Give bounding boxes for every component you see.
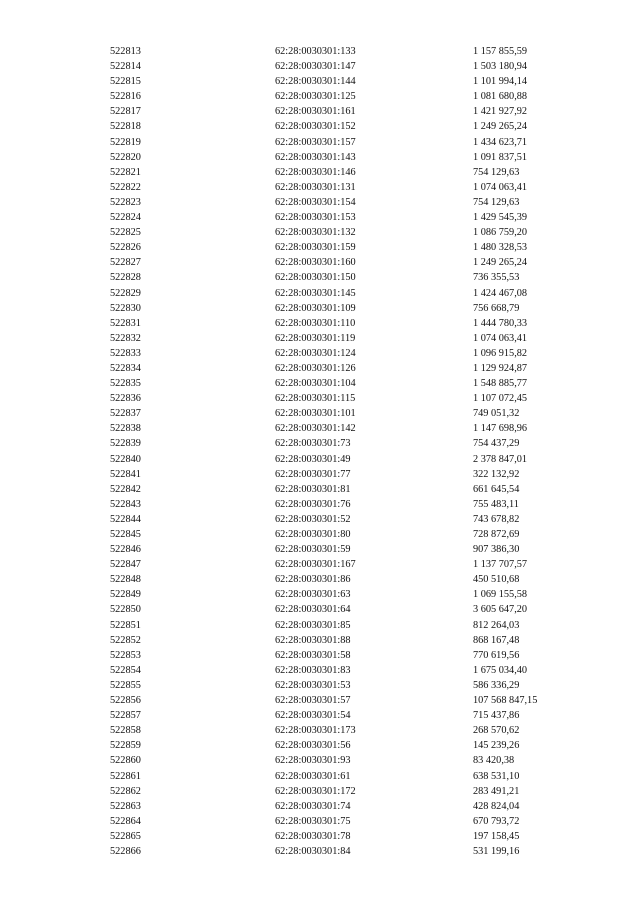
row-number: 522818 (110, 121, 141, 133)
table-row (110, 497, 583, 512)
row-number: 522816 (110, 91, 141, 103)
cadastral-value: 1 424 467,08 (473, 287, 528, 299)
row-number: 522852 (110, 634, 141, 646)
cadastral-number: 62:28:0030301:110 (275, 317, 356, 329)
cadastral-value: 1 503 180,94 (473, 61, 528, 73)
table-row (110, 150, 583, 165)
cadastral-number: 62:28:0030301:144 (275, 76, 356, 88)
cadastral-number: 62:28:0030301:77 (275, 468, 351, 480)
table-row (110, 814, 583, 829)
table-row (110, 195, 583, 210)
row-number: 522857 (110, 710, 141, 722)
cadastral-value: 638 531,10 (473, 770, 520, 782)
row-number: 522845 (110, 529, 141, 540)
cadastral-number: 62:28:0030301:93 (275, 755, 351, 767)
row-number: 522837 (110, 408, 141, 420)
cadastral-number: 62:28:0030301:161 (275, 106, 356, 118)
row-number: 522832 (110, 332, 141, 344)
cadastral-number: 62:28:0030301:132 (275, 227, 356, 239)
cadastral-value: 755 483,11 (473, 498, 519, 510)
row-number: 522842 (110, 483, 141, 495)
table-row (110, 74, 583, 89)
table-row (110, 421, 583, 436)
table-row (110, 633, 583, 648)
cadastral-value: 83 420,38 (473, 755, 515, 767)
cadastral-value: 1 249 265,24 (473, 257, 528, 269)
cadastral-value: 756 668,79 (473, 302, 520, 314)
row-number: 522844 (110, 513, 141, 525)
cadastral-value: 531 199,16 (473, 845, 520, 857)
row-number: 522850 (110, 604, 141, 616)
cadastral-value: 715 437,86 (473, 710, 520, 722)
cadastral-value: 1 081 680,88 (473, 91, 528, 103)
cadastral-value: 1 444 780,33 (473, 317, 528, 329)
row-number: 522863 (110, 800, 141, 812)
cadastral-value: 754 129,63 (473, 166, 520, 178)
cadastral-number: 62:28:0030301:75 (275, 815, 351, 827)
cadastral-value: 1 157 855,59 (473, 46, 528, 57)
cadastral-value: 1 421 927,92 (473, 106, 528, 118)
cadastral-number: 62:28:0030301:157 (275, 136, 356, 148)
row-number: 522843 (110, 498, 141, 510)
table-row (110, 678, 583, 693)
table-row (110, 361, 583, 376)
row-number: 522813 (110, 46, 141, 57)
cadastral-value: 770 619,56 (473, 649, 520, 661)
table-row (110, 301, 583, 316)
cadastral-value: 661 645,54 (473, 483, 520, 495)
cadastral-number: 62:28:0030301:115 (275, 393, 356, 405)
table-row (110, 346, 583, 361)
cadastral-value: 1 434 623,71 (473, 136, 528, 148)
cadastral-number: 62:28:0030301:54 (275, 710, 351, 722)
table-row (110, 391, 583, 406)
row-number: 522827 (110, 257, 141, 269)
table-row (110, 784, 583, 799)
cadastral-number: 62:28:0030301:131 (275, 181, 356, 193)
row-number: 522826 (110, 242, 141, 254)
table-row (110, 89, 583, 104)
row-number: 522866 (110, 845, 141, 857)
cadastral-value: 743 678,82 (473, 513, 520, 525)
cadastral-value: 322 132,92 (473, 468, 520, 480)
cadastral-value: 107 568 847,15 (473, 695, 538, 707)
table-row (110, 587, 583, 602)
table-row (110, 557, 583, 572)
cadastral-value: 1 249 265,24 (473, 121, 528, 133)
cadastral-number: 62:28:0030301:160 (275, 257, 356, 269)
cadastral-value: 2 378 847,01 (473, 453, 528, 465)
cadastral-value: 1 101 994,14 (473, 76, 528, 88)
table-row (110, 165, 583, 180)
row-number: 522846 (110, 544, 141, 556)
table-row (110, 436, 583, 451)
row-number: 522825 (110, 227, 141, 239)
cadastral-number: 62:28:0030301:145 (275, 287, 356, 299)
cadastral-value: 736 355,53 (473, 272, 520, 284)
cadastral-value: 3 605 647,20 (473, 604, 528, 616)
cadastral-value: 1 074 063,41 (473, 332, 528, 344)
cadastral-number: 62:28:0030301:59 (275, 544, 351, 556)
row-number: 522849 (110, 589, 141, 601)
cadastral-number: 62:28:0030301:159 (275, 242, 356, 254)
row-number: 522851 (110, 619, 141, 631)
table-row (110, 844, 583, 859)
table-row (110, 512, 583, 527)
table-row (110, 180, 583, 195)
row-number: 522853 (110, 649, 141, 661)
table-row (110, 255, 583, 270)
row-number: 522841 (110, 468, 141, 480)
table-row (110, 135, 583, 150)
cadastral-number: 62:28:0030301:80 (275, 529, 351, 540)
cadastral-value: 145 239,26 (473, 740, 520, 752)
row-number: 522828 (110, 272, 141, 284)
table-row (110, 225, 583, 240)
cadastral-value: 907 386,30 (473, 544, 520, 556)
table-row (110, 618, 583, 633)
cadastral-value: 1 086 759,20 (473, 227, 528, 239)
table-row (110, 693, 583, 708)
table-row (110, 316, 583, 331)
cadastral-number: 62:28:0030301:142 (275, 423, 356, 435)
table-row (110, 270, 583, 285)
cadastral-value: 283 491,21 (473, 785, 520, 797)
row-number: 522817 (110, 106, 141, 118)
cadastral-value: 450 510,68 (473, 574, 520, 586)
cadastral-number: 62:28:0030301:78 (275, 830, 351, 842)
table-row (110, 708, 583, 723)
table-row (110, 723, 583, 738)
cadastral-value: 197 158,45 (473, 830, 520, 842)
cadastral-number: 62:28:0030301:125 (275, 91, 356, 103)
cadastral-number: 62:28:0030301:104 (275, 378, 356, 390)
table-row (110, 59, 583, 74)
cadastral-number: 62:28:0030301:172 (275, 785, 356, 797)
table-row (110, 482, 583, 497)
cadastral-value: 1 129 924,87 (473, 362, 528, 374)
row-number: 522824 (110, 212, 141, 224)
cadastral-number: 62:28:0030301:101 (275, 408, 356, 420)
cadastral-number: 62:28:0030301:119 (275, 332, 356, 344)
row-number: 522836 (110, 393, 141, 405)
cadastral-number: 62:28:0030301:49 (275, 453, 351, 465)
row-number: 522864 (110, 815, 141, 827)
cadastral-number: 62:28:0030301:133 (275, 46, 356, 57)
cadastral-number: 62:28:0030301:52 (275, 513, 351, 525)
cadastral-number: 62:28:0030301:173 (275, 725, 356, 737)
cadastral-value: 428 824,04 (473, 800, 520, 812)
table-row (110, 527, 583, 542)
table-row (110, 376, 583, 391)
cadastral-number: 62:28:0030301:56 (275, 740, 351, 752)
row-number: 522830 (110, 302, 141, 314)
table-row (110, 240, 583, 255)
table-row (110, 753, 583, 768)
row-number: 522862 (110, 785, 141, 797)
table-row (110, 452, 583, 467)
row-number: 522861 (110, 770, 141, 782)
row-number: 522856 (110, 695, 141, 707)
table-row (110, 829, 583, 844)
cadastral-value: 754 437,29 (473, 438, 520, 450)
cadastral-number: 62:28:0030301:126 (275, 362, 356, 374)
cadastral-value: 812 264,03 (473, 619, 520, 631)
table-row (110, 44, 583, 59)
row-number: 522833 (110, 347, 141, 359)
table-row (110, 738, 583, 753)
row-number: 522822 (110, 181, 141, 193)
row-number: 522819 (110, 136, 141, 148)
table-row (110, 769, 583, 784)
cadastral-number: 62:28:0030301:76 (275, 498, 351, 510)
cadastral-number: 62:28:0030301:150 (275, 272, 356, 284)
cadastral-value: 1 107 072,45 (473, 393, 528, 405)
table-row (110, 648, 583, 663)
cadastral-number: 62:28:0030301:124 (275, 347, 356, 359)
cadastral-value: 268 570,62 (473, 725, 520, 737)
cadastral-number: 62:28:0030301:74 (275, 800, 351, 812)
cadastral-value: 1 137 707,57 (473, 559, 528, 571)
row-number: 522834 (110, 362, 141, 374)
table-row (110, 406, 583, 421)
row-number: 522865 (110, 830, 141, 842)
cadastral-value: 1 548 885,77 (473, 378, 528, 390)
cadastral-value: 1 074 063,41 (473, 181, 528, 193)
cadastral-value: 1 091 837,51 (473, 151, 528, 163)
row-number: 522858 (110, 725, 141, 737)
cadastral-number: 62:28:0030301:86 (275, 574, 351, 586)
cadastral-value: 749 051,32 (473, 408, 520, 420)
cadastral-number: 62:28:0030301:153 (275, 212, 356, 224)
cadastral-number: 62:28:0030301:167 (275, 559, 356, 571)
cadastral-value: 728 872,69 (473, 529, 520, 540)
table-row (110, 572, 583, 587)
cadastral-number: 62:28:0030301:143 (275, 151, 356, 163)
cadastral-value: 1 096 915,82 (473, 347, 528, 359)
row-number: 522860 (110, 755, 141, 767)
cadastral-number: 62:28:0030301:63 (275, 589, 351, 601)
cadastral-number: 62:28:0030301:152 (275, 121, 356, 133)
row-number: 522847 (110, 559, 141, 571)
cadastral-number: 62:28:0030301:64 (275, 604, 351, 616)
cadastral-number: 62:28:0030301:84 (275, 845, 351, 857)
cadastral-value: 1 480 328,53 (473, 242, 528, 254)
row-number: 522829 (110, 287, 141, 299)
table-row (110, 602, 583, 617)
row-number: 522838 (110, 423, 141, 435)
table-row (110, 210, 583, 225)
table-row (110, 663, 583, 678)
cadastral-value: 1 429 545,39 (473, 212, 528, 224)
row-number: 522859 (110, 740, 141, 752)
table-row (110, 119, 583, 134)
table-row (110, 331, 583, 346)
row-number: 522848 (110, 574, 141, 586)
cadastral-value: 670 793,72 (473, 815, 520, 827)
cadastral-number: 62:28:0030301:61 (275, 770, 351, 782)
table-row (110, 104, 583, 119)
row-number: 522835 (110, 378, 141, 390)
cadastral-number: 62:28:0030301:58 (275, 649, 351, 661)
cadastral-value: 868 167,48 (473, 634, 520, 646)
cadastral-value: 586 336,29 (473, 679, 520, 691)
table-row (110, 542, 583, 557)
cadastral-number: 62:28:0030301:83 (275, 664, 351, 676)
row-number: 522855 (110, 679, 141, 691)
table-row (110, 799, 583, 814)
cadastral-number: 62:28:0030301:88 (275, 634, 351, 646)
row-number: 522854 (110, 664, 141, 676)
cadastral-value: 1 069 155,58 (473, 589, 528, 601)
cadastral-number: 62:28:0030301:109 (275, 302, 356, 314)
row-number: 522840 (110, 453, 141, 465)
records-body (110, 44, 583, 859)
table-row (110, 467, 583, 482)
row-number: 522821 (110, 166, 141, 178)
cadastral-number: 62:28:0030301:154 (275, 196, 356, 208)
row-number: 522815 (110, 76, 141, 88)
cadastral-value: 1 147 698,96 (473, 423, 528, 435)
row-number: 522839 (110, 438, 141, 450)
table-row (110, 286, 583, 301)
cadastral-number: 62:28:0030301:73 (275, 438, 351, 450)
records-table (110, 44, 583, 859)
cadastral-number: 62:28:0030301:147 (275, 61, 356, 73)
cadastral-number: 62:28:0030301:146 (275, 166, 356, 178)
cadastral-number: 62:28:0030301:53 (275, 679, 351, 691)
cadastral-number: 62:28:0030301:85 (275, 619, 351, 631)
row-number: 522814 (110, 61, 141, 73)
cadastral-number: 62:28:0030301:57 (275, 695, 351, 707)
cadastral-value: 754 129,63 (473, 196, 520, 208)
cadastral-number: 62:28:0030301:81 (275, 483, 351, 495)
cadastral-value: 1 675 034,40 (473, 664, 528, 676)
row-number: 522831 (110, 317, 141, 329)
row-number: 522820 (110, 151, 141, 163)
row-number: 522823 (110, 196, 141, 208)
